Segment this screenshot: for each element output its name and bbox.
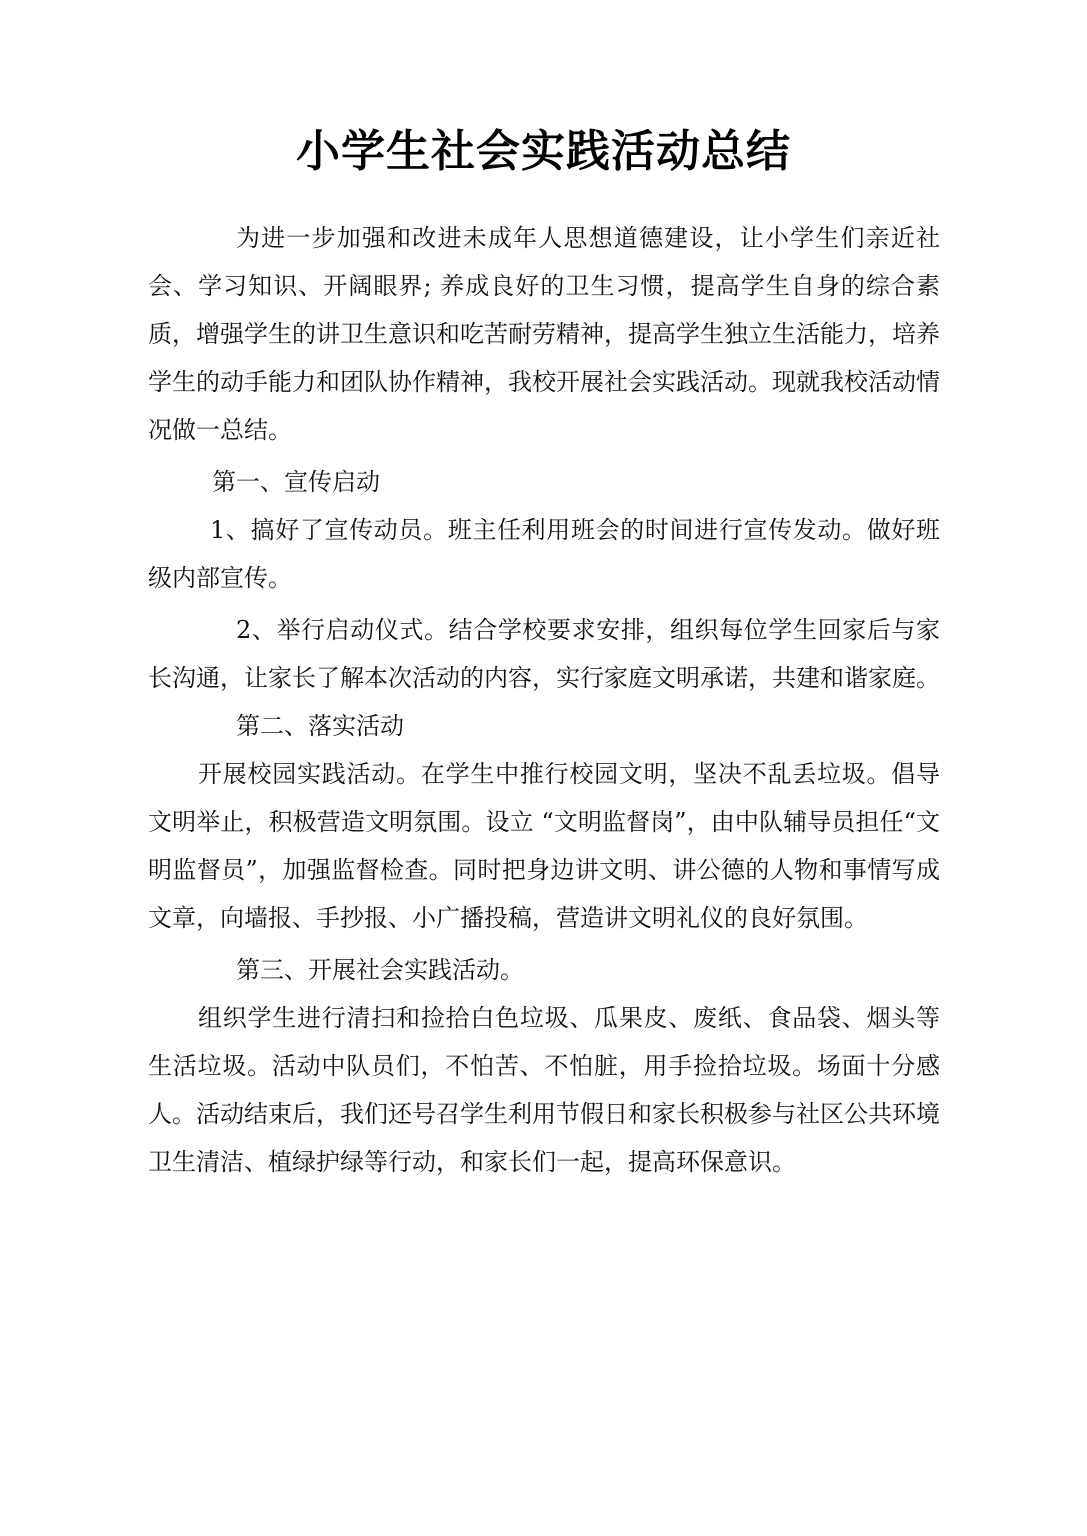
section-1-item-1: 1、搞好了宣传动员。班主任利用班会的时间进行宣传发动。做好班级内部宣传。 bbox=[148, 516, 940, 592]
section-3-body: 组织学生进行清扫和捡拾白色垃圾、瓜果皮、废纸、食品袋、烟头等生活垃圾。活动中队员们，不怕苦、不怕脏，用手捡拾垃圾。场面十分感人。活动结束后，我们还号召学生利用节假日和家长积极参与社区公共环境卫生清洁、植绿护绿等行动，和家长们一起，提高环保意识。 bbox=[148, 1004, 940, 1176]
section-1-item-2: 2、举行启动仪式。结合学校要求安排，组织每位学生回家后与家长沟通，让家长了解本次活动的内容，实行家庭文明承诺，共建和谐家庭。 bbox=[148, 616, 940, 692]
document-body bbox=[148, 214, 940, 1186]
section-1-heading: 第一、宣传启动 bbox=[212, 468, 380, 496]
section-2-heading: 第二、落实活动 bbox=[236, 712, 404, 740]
document-title: 小学生社会实践活动总结 bbox=[296, 126, 791, 177]
section-2-body: 开展校园实践活动。在学生中推行校园文明，坚决不乱丢垃圾。倡导文明举止，积极营造文明氛围。设立 “文明监督岗”，由中队辅导员担任“文明监督员”，加强监督检查。同时把身边讲文明、讲公德的人物和事情写成文章，向墙报、手抄报、小广播投稿，营造讲文明礼仪的良好氛围。 bbox=[148, 760, 940, 932]
section-3-heading: 第三、开展社会实践活动。 bbox=[236, 956, 524, 984]
intro-paragraph: 为进一步加强和改进未成年人思想道德建设，让小学生们亲近社会、学习知识、开阔眼界; 养成良好的卫生习惯，提高学生自身的综合素质，增强学生的讲卫生意识和吃苦耐劳精神，提高学生独立生活能力，培养学生的动手能力和团队协作精神，我校开展社会实践活动。现就我校活动情况做一总结。 bbox=[148, 224, 940, 444]
